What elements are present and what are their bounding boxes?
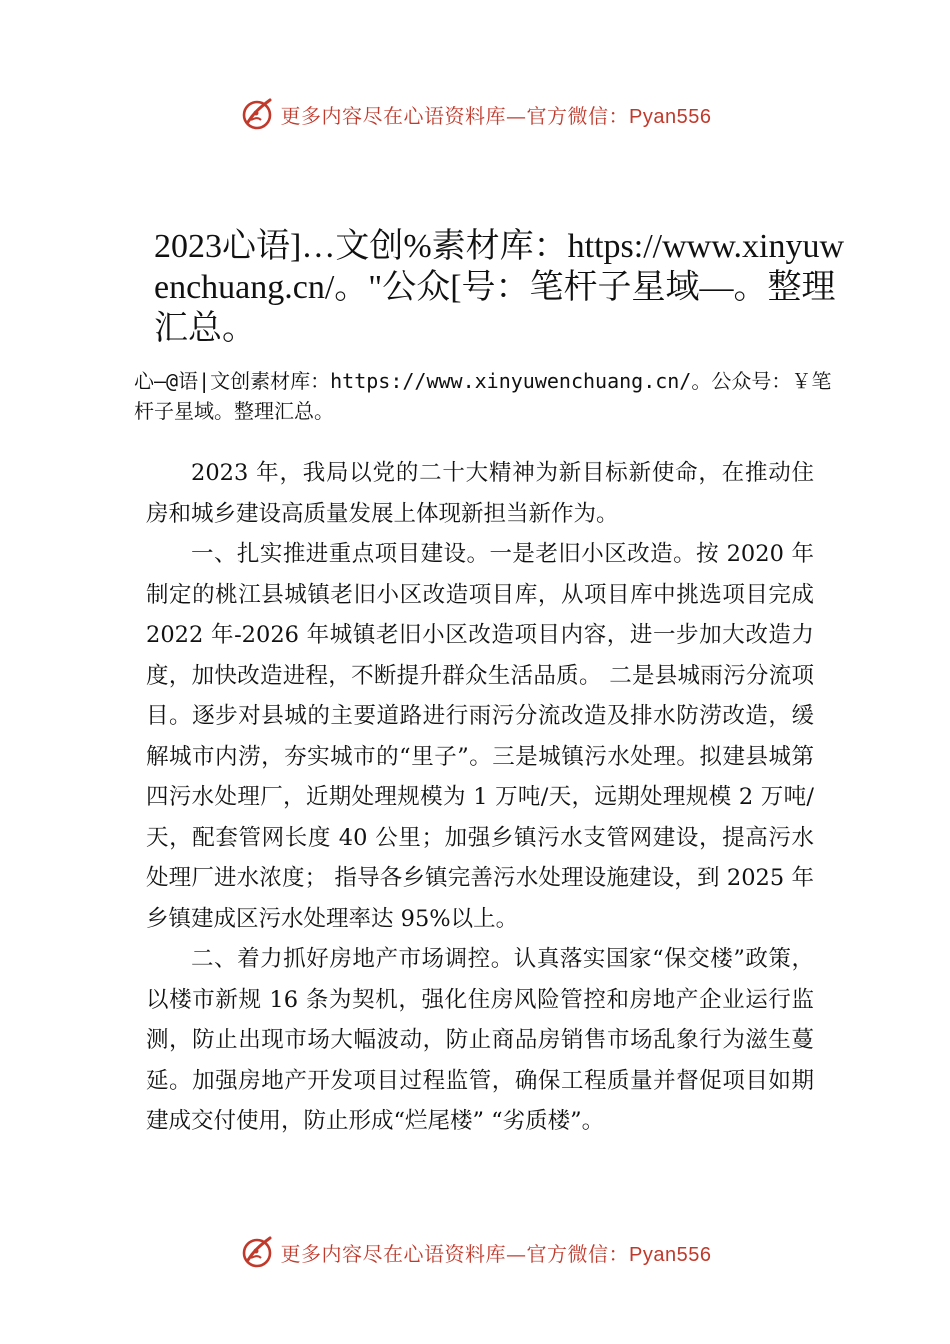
footer-banner bbox=[0, 1232, 950, 1272]
brush-pen-logo-icon bbox=[239, 96, 275, 132]
wechat-id: Pyan556 bbox=[629, 1243, 712, 1266]
banner-text: 更多内容尽在心语资料库—官方微信： bbox=[280, 1241, 630, 1266]
wechat-id: Pyan556 bbox=[629, 105, 712, 128]
paragraph-section-2: 二、着力抓好房地产市场调控。认真落实国家“保交楼”政策，以楼市新规 16 条为契机，强化住房风险管控和房地产企业运行监测，防止出现市场大幅波动，防止商品房销售市场乱象行为滋生蔓延。加强房地产开发项目过程监管，确保工程质量并督促项目如期建成交付使用，防止形成“烂尾楼” “劣质楼”。 bbox=[146, 946, 814, 1134]
banner-text: 更多内容尽在心语资料库—官方微信： bbox=[280, 103, 630, 128]
document-body bbox=[146, 453, 814, 1142]
header-banner bbox=[0, 94, 950, 134]
document-subtitle: 心—@语|文创素材库：https://www.xinyuwenchuang.cn/。公众号：￥笔杆子星域。整理汇总。 bbox=[134, 369, 832, 423]
paragraph-section-1: 一、扎实推进重点项目建设。一是老旧小区改造。按 2020 年制定的桃江县城镇老旧小区改造项目库，从项目库中挑选项目完成 2022 年-2026 年城镇老旧小区改造项目内容，进一步加大改造力度，加快改造进程，不断提升群众生活品质。 二是县城雨污分流项目。逐步对县城的主要道路进行雨污分流改造及排水防涝改造，缓解城市内涝，夯实城市的“里子”。三是城镇污水处理。拟建县城第四污水处理厂，近期处理规模为 1 万吨/天，远期处理规模 2 万吨/天，配套管网长度 40 公里；加强乡镇污水支管网建设，提高污水处理厂进水浓度； 指导各乡镇完善污水处理设施建设，到 2025 年乡镇建成区污水处理率达 95%以上。 bbox=[146, 541, 814, 932]
brush-pen-logo-icon bbox=[239, 1234, 275, 1270]
paragraph-intro: 2023 年，我局以党的二十大精神为新目标新使命，在推动住房和城乡建设高质量发展上体现新担当新作为。 bbox=[146, 460, 814, 527]
document-title: 2023心语]…文创%素材库：https://www.xinyuwenchuang.cn/。"公众[号：笔杆子星域—。整理汇总。 bbox=[154, 228, 845, 347]
